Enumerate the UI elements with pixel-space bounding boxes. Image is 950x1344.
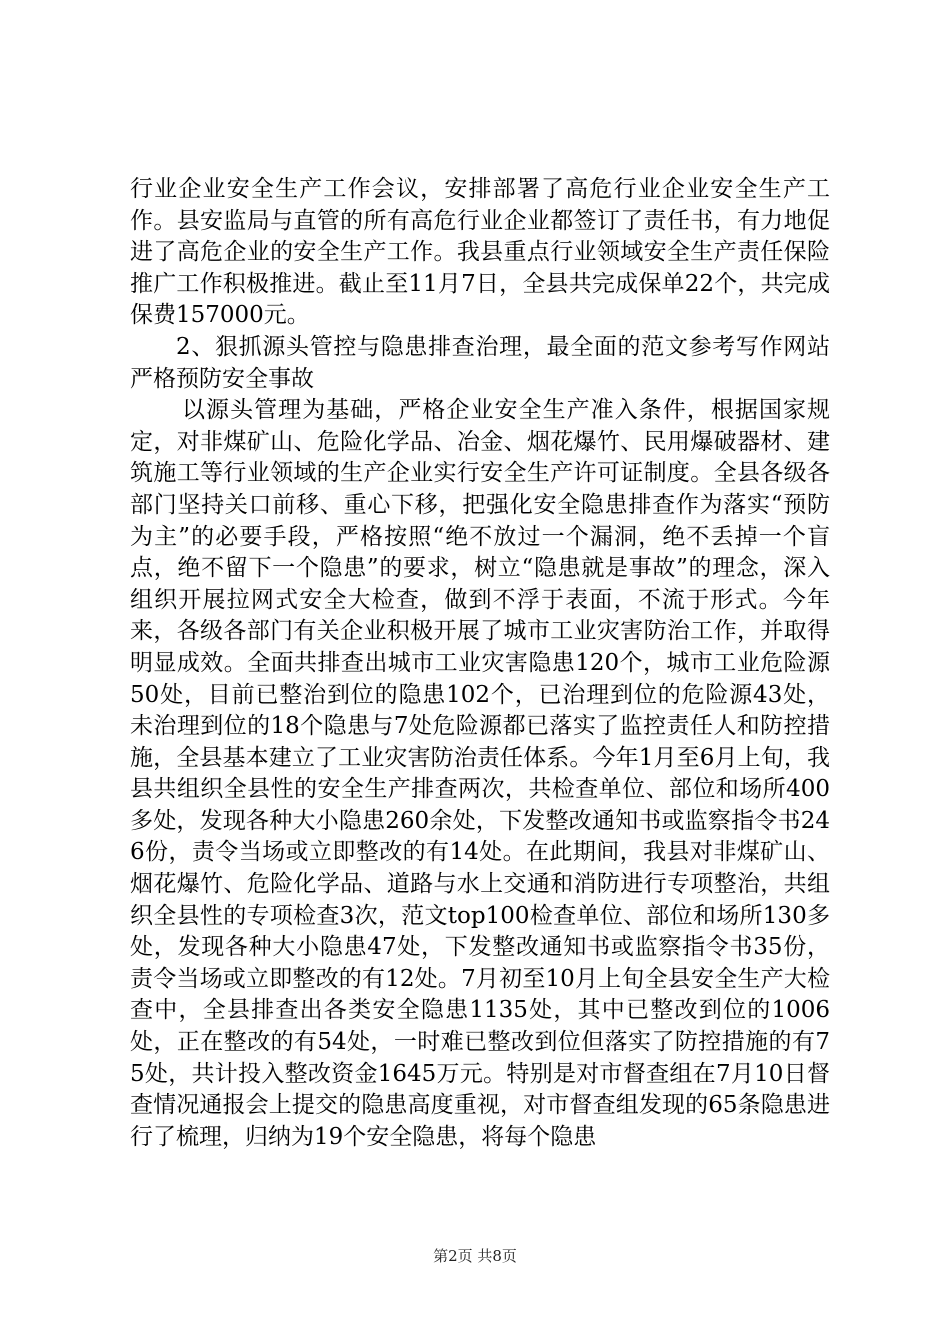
body-paragraph: 以源头管理为基础，严格企业安全生产准入条件，根据国家规定，对非煤矿山、危险化学品、冶金、烟花爆竹、民用爆破器材、建筑施工等行业领域的生产企业实行安全生产许可证制度。全县各级各部门坚持关口前移、重心下移，把强化安全隐患排查作为落实“预防为主”的必要手段，严格按照“绝不放过一个漏洞，绝不丢掉一个盲点，绝不留下一个隐患”的要求，树立“隐患就是事故”的理念，深入组织开展拉网式安全大检查，做到不浮于表面，不流于形式。今年来，各级各部门有关企业积极开展了城市工业灾害防治工作，并取得明显成效。全面共排查出城市工业灾害隐患120个，城市工业危险源50处，目前已整治到位的隐患102个，已治理到位的危险源43处，未治理到位的18个隐患与7处危险源都已落实了监控责任人和防控措施，全县基本建立了工业灾害防治责任体系。今年1月至6月上旬，我县共组织全县性的安全生产排查两次，共检查单位、部位和场所400多处，发现各种大小隐患260余处，下发整改通知书或监察指令书246份，责令当场或立即整改的有14处。在此期间，我县对非煤矿山、烟花爆竹、危险化学品、道路与水上交通和消防进行专项整治，共组织全县性的专项检查3次，范文top100检查单位、部位和场所130多处，发现各种大小隐患47处，下发整改通知书或监察指令书35份，责令当场或立即整改的有12处。7月初至10月上旬全县安全生产大检查中，全县排查出各类安全隐患1135处，其中已整改到位的1006处，正在整改的有54处，一时难已整改到位但落实了防控措施的有75处，共计投入整改资金1645万元。特别是对市督查组在7月10日督查情况通报会上提交的隐患高度重视，对市督查组发现的65条隐患进行了梳理，归纳为19个安全隐患，将每个隐患 — [130, 397, 830, 1150]
page-footer — [0, 1246, 950, 1266]
page-number-label: 第2页 共8页 — [433, 1247, 517, 1265]
section-heading: 2、狠抓源头管控与隐患排查治理，最全面的范文参考写作网站严格预防安全事故 — [130, 333, 830, 392]
document-body — [130, 174, 830, 1153]
body-paragraph-continued: 行业企业安全生产工作会议，安排部署了高危行业企业安全生产工作。县安监局与直管的所有高危行业企业都签订了责任书，有力地促进了高危企业的安全生产工作。我县重点行业领域安全生产责任保险推广工作积极推进。截止至11月7日，全县共完成保单22个，共完成保费157000元。 — [130, 176, 830, 329]
